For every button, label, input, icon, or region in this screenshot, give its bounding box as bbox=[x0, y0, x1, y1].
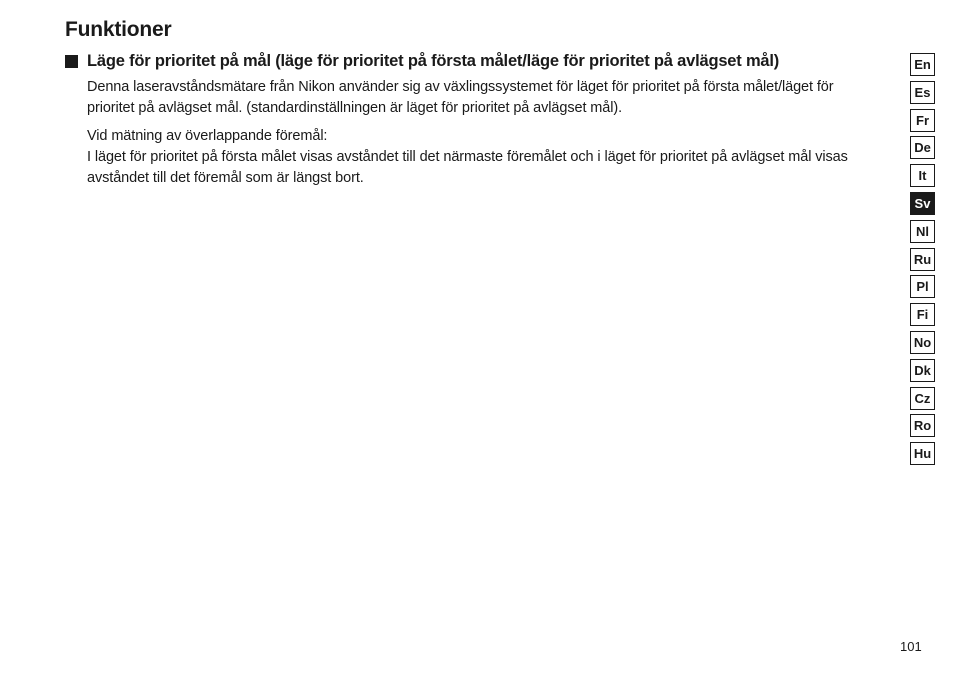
lang-tab-ru[interactable]: Ru bbox=[910, 248, 935, 271]
section-heading-text: Läge för prioritet på mål (läge för prioritet på första målet/läge för prioritet på avlägset mål) bbox=[87, 52, 780, 70]
lang-tab-dk[interactable]: Dk bbox=[910, 359, 935, 382]
lang-tab-fi[interactable]: Fi bbox=[910, 303, 935, 326]
overlap-paragraph bbox=[87, 126, 877, 189]
overlap-paragraph-body: I läget för prioritet på första målet visas avståndet till det närmaste föremålet och i läget för prioritet på avlägset mål visas avståndet till det föremål som är längst bort. bbox=[87, 149, 848, 186]
lang-tab-fr[interactable]: Fr bbox=[910, 109, 935, 132]
lang-tab-es[interactable]: Es bbox=[910, 81, 935, 104]
lang-tab-ro[interactable]: Ro bbox=[910, 414, 935, 437]
lang-tab-hu[interactable]: Hu bbox=[910, 442, 935, 465]
lang-tab-it[interactable]: It bbox=[910, 164, 935, 187]
language-tabs bbox=[910, 53, 935, 470]
intro-paragraph: Denna laseravståndsmätare från Nikon använder sig av växlingssystemet för läget för prioritet på första målet/läget för prioritet på avlägset mål. (standardinställningen är läget för prioritet på avlägset mål). bbox=[87, 79, 834, 116]
section-heading bbox=[65, 52, 905, 71]
lang-tab-sv[interactable]: Sv bbox=[910, 192, 935, 215]
lang-tab-cz[interactable]: Cz bbox=[910, 387, 935, 410]
page-title: Funktioner bbox=[65, 18, 172, 41]
overlap-paragraph-intro: Vid mätning av överlappande föremål: bbox=[87, 128, 328, 144]
lang-tab-pl[interactable]: Pl bbox=[910, 275, 935, 298]
lang-tab-de[interactable]: De bbox=[910, 136, 935, 159]
page-number: 101 bbox=[900, 639, 922, 654]
lang-tab-no[interactable]: No bbox=[910, 331, 935, 354]
lang-tab-nl[interactable]: Nl bbox=[910, 220, 935, 243]
lang-tab-en[interactable]: En bbox=[910, 53, 935, 76]
square-bullet-icon bbox=[65, 55, 78, 68]
